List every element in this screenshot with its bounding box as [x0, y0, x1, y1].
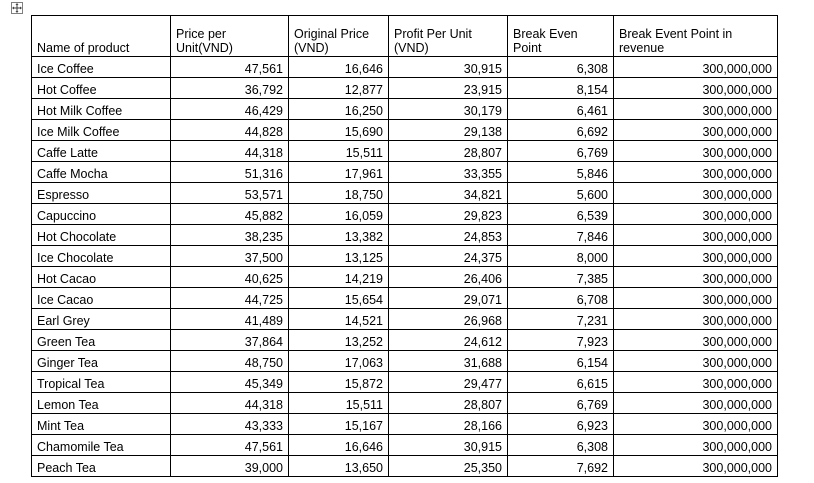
cell-break-even-revenue[interactable]: 300,000,000	[614, 120, 778, 141]
cell-price-per-unit[interactable]: 44,828	[171, 120, 289, 141]
cell-break-even-point[interactable]: 7,231	[508, 309, 614, 330]
cell-product-name[interactable]: Hot Cacao	[32, 267, 171, 288]
cell-original-price[interactable]: 13,650	[289, 456, 389, 477]
cell-original-price[interactable]: 18,750	[289, 183, 389, 204]
cell-product-name[interactable]: Green Tea	[32, 330, 171, 351]
cell-break-even-point[interactable]: 7,923	[508, 330, 614, 351]
cell-original-price[interactable]: 15,690	[289, 120, 389, 141]
table-row	[32, 330, 778, 351]
table-row	[32, 225, 778, 246]
cell-break-even-revenue[interactable]: 300,000,000	[614, 162, 778, 183]
cell-original-price[interactable]: 13,125	[289, 246, 389, 267]
cell-price-per-unit[interactable]: 45,349	[171, 372, 289, 393]
cell-original-price[interactable]: 17,961	[289, 162, 389, 183]
cell-price-per-unit[interactable]: 51,316	[171, 162, 289, 183]
cell-break-even-point[interactable]: 5,600	[508, 183, 614, 204]
cell-price-per-unit[interactable]: 44,725	[171, 288, 289, 309]
cell-break-even-point[interactable]: 7,692	[508, 456, 614, 477]
cell-original-price[interactable]: 15,511	[289, 393, 389, 414]
header-text: (VND)	[294, 41, 329, 55]
cell-product-name[interactable]: Peach Tea	[32, 456, 171, 477]
cell-break-even-point[interactable]: 6,461	[508, 99, 614, 120]
cell-product-name[interactable]: Chamomile Tea	[32, 435, 171, 456]
table-row	[32, 372, 778, 393]
cell-profit-per-unit[interactable]: 24,853	[389, 225, 508, 246]
cell-break-even-point[interactable]: 6,308	[508, 435, 614, 456]
cell-price-per-unit[interactable]: 44,318	[171, 141, 289, 162]
cell-product-name[interactable]: Ice Coffee	[32, 57, 171, 78]
table-row	[32, 288, 778, 309]
table-row	[32, 435, 778, 456]
header-text: Point	[513, 41, 542, 55]
cell-break-even-point[interactable]: 8,000	[508, 246, 614, 267]
cell-break-even-revenue[interactable]: 300,000,000	[614, 372, 778, 393]
cell-product-name[interactable]: Ice Milk Coffee	[32, 120, 171, 141]
cell-profit-per-unit[interactable]: 29,071	[389, 288, 508, 309]
cell-break-even-revenue[interactable]: 300,000,000	[614, 78, 778, 99]
cell-break-even-point[interactable]: 6,154	[508, 351, 614, 372]
cell-original-price[interactable]: 16,646	[289, 435, 389, 456]
table-row	[32, 162, 778, 183]
cell-break-even-revenue[interactable]: 300,000,000	[614, 456, 778, 477]
cell-break-even-revenue[interactable]: 300,000,000	[614, 267, 778, 288]
header-original-price[interactable]	[289, 16, 389, 57]
cell-original-price[interactable]: 17,063	[289, 351, 389, 372]
cell-price-per-unit[interactable]: 36,792	[171, 78, 289, 99]
cell-original-price[interactable]: 15,511	[289, 141, 389, 162]
cell-original-price[interactable]: 14,521	[289, 309, 389, 330]
cell-break-even-revenue[interactable]: 300,000,000	[614, 435, 778, 456]
cell-product-name[interactable]: Lemon Tea	[32, 393, 171, 414]
cell-product-name[interactable]: Hot Coffee	[32, 78, 171, 99]
cell-break-even-revenue[interactable]: 300,000,000	[614, 141, 778, 162]
cell-profit-per-unit[interactable]: 24,612	[389, 330, 508, 351]
cell-product-name[interactable]: Mint Tea	[32, 414, 171, 435]
cell-break-even-point[interactable]: 6,708	[508, 288, 614, 309]
cell-price-per-unit[interactable]: 38,235	[171, 225, 289, 246]
table-row	[32, 204, 778, 225]
cell-original-price[interactable]: 12,877	[289, 78, 389, 99]
cell-product-name[interactable]: Caffe Latte	[32, 141, 171, 162]
cell-break-even-revenue[interactable]: 300,000,000	[614, 99, 778, 120]
header-text: Break Event Point in	[619, 27, 733, 41]
break-even-table	[31, 15, 778, 477]
header-text: Break Even	[513, 27, 578, 41]
cell-break-even-point[interactable]: 7,846	[508, 225, 614, 246]
cell-break-even-point[interactable]: 6,308	[508, 57, 614, 78]
cell-profit-per-unit[interactable]: 29,823	[389, 204, 508, 225]
cell-product-name[interactable]: Hot Chocolate	[32, 225, 171, 246]
table-row	[32, 246, 778, 267]
cell-profit-per-unit[interactable]: 26,968	[389, 309, 508, 330]
cell-price-per-unit[interactable]: 47,561	[171, 435, 289, 456]
cell-price-per-unit[interactable]: 37,864	[171, 330, 289, 351]
table-row	[32, 267, 778, 288]
header-break-even-point[interactable]	[508, 16, 614, 57]
cell-price-per-unit[interactable]: 45,882	[171, 204, 289, 225]
header-text: Unit(VND)	[176, 41, 233, 55]
table-row	[32, 351, 778, 372]
cell-product-name[interactable]: Tropical Tea	[32, 372, 171, 393]
cell-break-even-point[interactable]: 5,846	[508, 162, 614, 183]
cell-price-per-unit[interactable]: 47,561	[171, 57, 289, 78]
header-profit-per-unit[interactable]	[389, 16, 508, 57]
cell-original-price[interactable]: 13,382	[289, 225, 389, 246]
table-row	[32, 456, 778, 477]
header-price-per-unit[interactable]	[171, 16, 289, 57]
cell-profit-per-unit[interactable]: 26,406	[389, 267, 508, 288]
table-row	[32, 309, 778, 330]
table-row	[32, 57, 778, 78]
cell-original-price[interactable]: 15,872	[289, 372, 389, 393]
header-text: revenue	[619, 41, 665, 55]
cell-product-name[interactable]: Ginger Tea	[32, 351, 171, 372]
cell-profit-per-unit[interactable]: 29,477	[389, 372, 508, 393]
cell-price-per-unit[interactable]: 41,489	[171, 309, 289, 330]
cell-price-per-unit[interactable]: 53,571	[171, 183, 289, 204]
cell-original-price[interactable]: 16,059	[289, 204, 389, 225]
cell-profit-per-unit[interactable]: 28,807	[389, 393, 508, 414]
cell-break-even-revenue[interactable]: 300,000,000	[614, 183, 778, 204]
move-arrows-icon	[12, 3, 22, 13]
cell-price-per-unit[interactable]: 43,333	[171, 414, 289, 435]
cell-break-even-point[interactable]: 6,923	[508, 414, 614, 435]
cell-original-price[interactable]: 16,646	[289, 57, 389, 78]
cell-break-even-point[interactable]: 7,385	[508, 267, 614, 288]
cell-profit-per-unit[interactable]: 23,915	[389, 78, 508, 99]
cell-break-even-revenue[interactable]: 300,000,000	[614, 225, 778, 246]
cell-price-per-unit[interactable]: 44,318	[171, 393, 289, 414]
cell-profit-per-unit[interactable]: 24,375	[389, 246, 508, 267]
cell-product-name[interactable]: Hot Milk Coffee	[32, 99, 171, 120]
cell-break-even-point[interactable]: 6,692	[508, 120, 614, 141]
table-header	[32, 16, 778, 57]
cell-original-price[interactable]: 13,252	[289, 330, 389, 351]
cell-product-name[interactable]: Capuccino	[32, 204, 171, 225]
cell-break-even-revenue[interactable]: 300,000,000	[614, 204, 778, 225]
cell-break-even-point[interactable]: 6,539	[508, 204, 614, 225]
cell-price-per-unit[interactable]: 46,429	[171, 99, 289, 120]
cell-break-even-revenue[interactable]: 300,000,000	[614, 330, 778, 351]
cell-break-even-revenue[interactable]: 300,000,000	[614, 393, 778, 414]
cell-break-even-point[interactable]: 6,615	[508, 372, 614, 393]
cell-break-even-revenue[interactable]: 300,000,000	[614, 309, 778, 330]
cell-product-name[interactable]: Espresso	[32, 183, 171, 204]
cell-profit-per-unit[interactable]: 30,915	[389, 57, 508, 78]
header-text: Name of product	[37, 41, 130, 55]
table-row	[32, 120, 778, 141]
cell-original-price[interactable]: 15,654	[289, 288, 389, 309]
cell-product-name[interactable]: Ice Chocolate	[32, 246, 171, 267]
cell-profit-per-unit[interactable]: 31,688	[389, 351, 508, 372]
header-text: Price per	[176, 27, 227, 41]
cell-profit-per-unit[interactable]: 28,166	[389, 414, 508, 435]
cell-break-even-revenue[interactable]: 300,000,000	[614, 246, 778, 267]
cell-product-name[interactable]: Caffe Mocha	[32, 162, 171, 183]
cell-profit-per-unit[interactable]: 34,821	[389, 183, 508, 204]
header-product-name[interactable]	[32, 16, 171, 57]
table-row	[32, 183, 778, 204]
header-break-even-revenue[interactable]	[614, 16, 778, 57]
header-row	[32, 16, 778, 57]
cell-break-even-point[interactable]: 8,154	[508, 78, 614, 99]
cell-price-per-unit[interactable]: 39,000	[171, 456, 289, 477]
cell-profit-per-unit[interactable]: 30,915	[389, 435, 508, 456]
cell-profit-per-unit[interactable]: 29,138	[389, 120, 508, 141]
cell-break-even-point[interactable]: 6,769	[508, 141, 614, 162]
table-row	[32, 78, 778, 99]
table-row	[32, 99, 778, 120]
cell-profit-per-unit[interactable]: 30,179	[389, 99, 508, 120]
cell-profit-per-unit[interactable]: 33,355	[389, 162, 508, 183]
cell-product-name[interactable]: Earl Grey	[32, 309, 171, 330]
cell-price-per-unit[interactable]: 37,500	[171, 246, 289, 267]
table-body	[32, 57, 778, 477]
table-row	[32, 141, 778, 162]
cell-break-even-revenue[interactable]: 300,000,000	[614, 414, 778, 435]
cell-original-price[interactable]: 16,250	[289, 99, 389, 120]
header-text: Profit Per Unit	[394, 27, 472, 41]
cell-price-per-unit[interactable]: 48,750	[171, 351, 289, 372]
table-row	[32, 393, 778, 414]
table-move-handle-icon[interactable]	[11, 2, 23, 14]
cell-product-name[interactable]: Ice Cacao	[32, 288, 171, 309]
header-text: Original Price	[294, 27, 370, 41]
cell-profit-per-unit[interactable]: 25,350	[389, 456, 508, 477]
cell-break-even-revenue[interactable]: 300,000,000	[614, 57, 778, 78]
cell-price-per-unit[interactable]: 40,625	[171, 267, 289, 288]
cell-original-price[interactable]: 15,167	[289, 414, 389, 435]
cell-profit-per-unit[interactable]: 28,807	[389, 141, 508, 162]
table-row	[32, 414, 778, 435]
cell-break-even-point[interactable]: 6,769	[508, 393, 614, 414]
cell-break-even-revenue[interactable]: 300,000,000	[614, 351, 778, 372]
cell-break-even-revenue[interactable]: 300,000,000	[614, 288, 778, 309]
cell-original-price[interactable]: 14,219	[289, 267, 389, 288]
header-text: (VND)	[394, 41, 429, 55]
